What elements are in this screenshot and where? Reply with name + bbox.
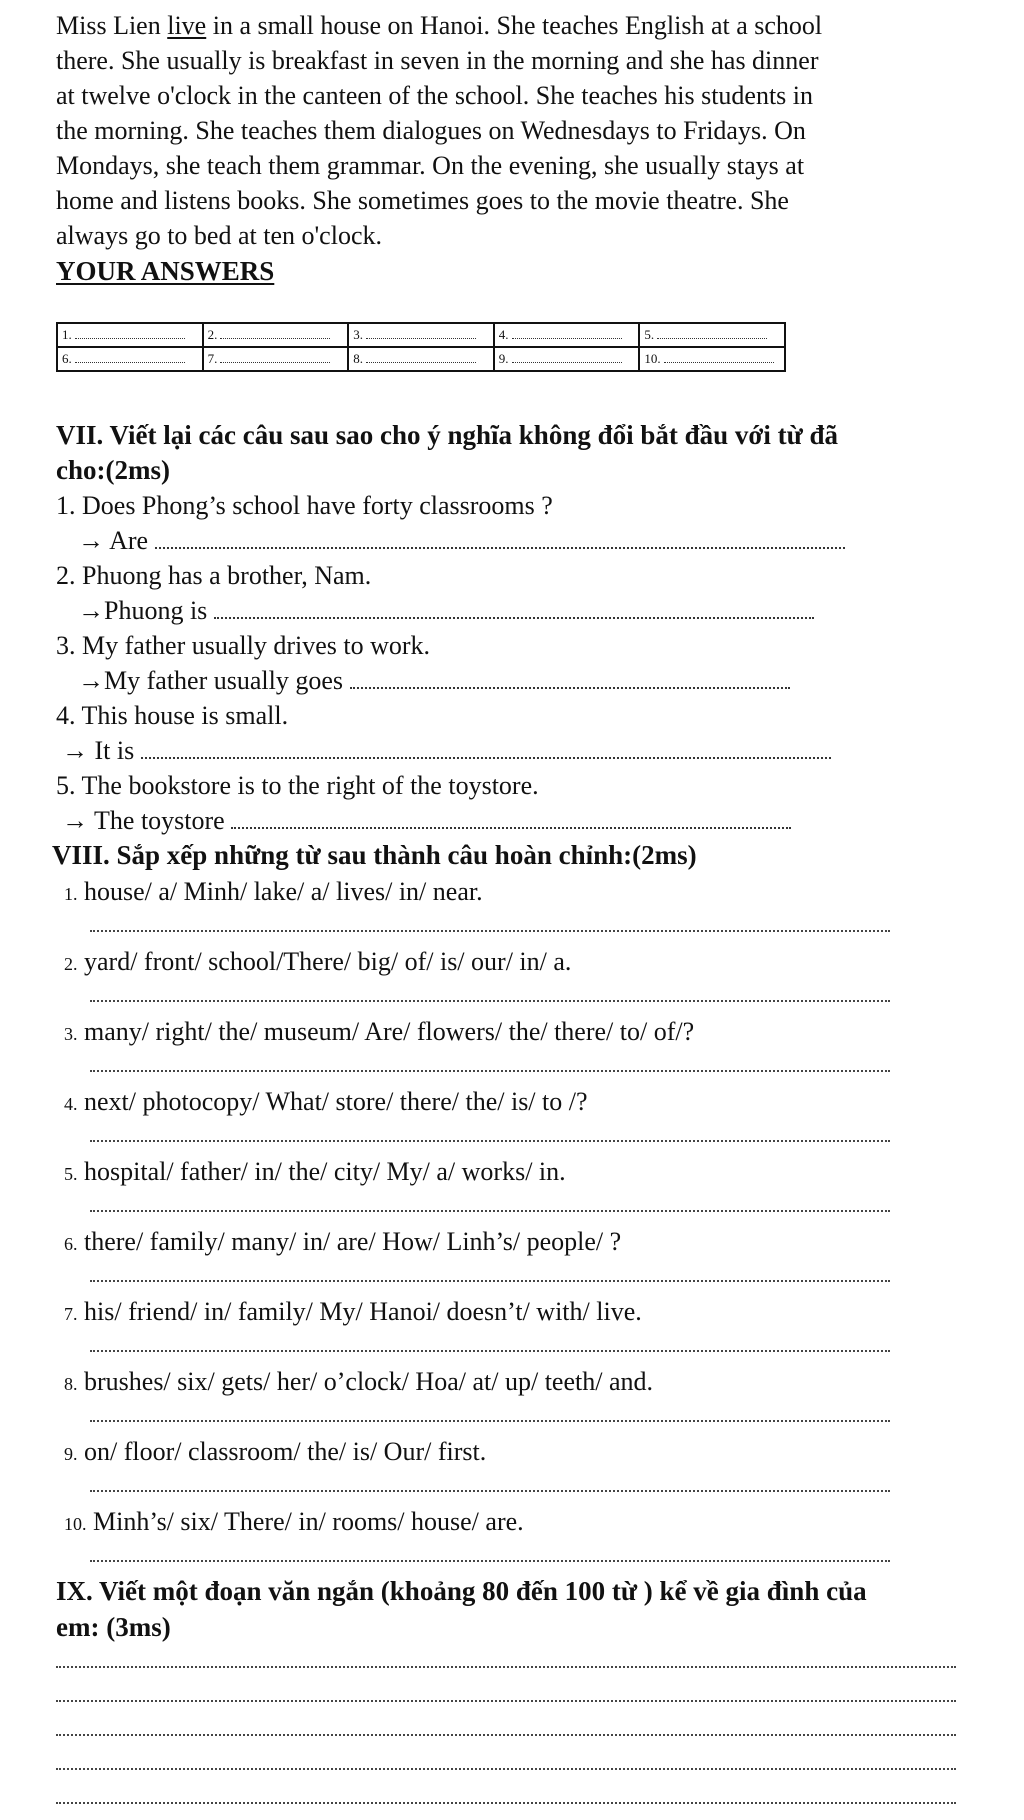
reorder-answer-line-10[interactable] (90, 1560, 890, 1562)
reorder-item-6: 6. there/ family/ many/ in/ are/ How/ Linh’s/ people/ ? (64, 1227, 622, 1256)
rewrite-question-1: 1. Does Phong’s school have forty classrooms ? (56, 491, 553, 520)
rewrite-question-4: 4. This house is small. (56, 701, 289, 730)
reorder-item-9: 9. on/ floor/ classroom/ the/ is/ Our/ first. (64, 1437, 487, 1466)
reorder-answer-line-2[interactable] (90, 1000, 890, 1002)
rewrite-answer-3[interactable]: →My father usually goes (78, 663, 790, 698)
answer-cell[interactable]: 2. (203, 323, 349, 347)
reorder-item-7: 7. his/ friend/ in/ family/ My/ Hanoi/ doesn’t/ with/ live. (64, 1297, 642, 1326)
answer-row-1 (57, 323, 785, 347)
answer-cell[interactable]: 1. (57, 323, 203, 347)
section-7-title-line-2: cho:(2ms) (56, 455, 170, 485)
rewrite-answer-4[interactable]: → It is (62, 733, 831, 768)
reorder-answer-line-6[interactable] (90, 1280, 890, 1282)
passage-line-4: the morning. She teaches them dialogues on Wednesdays to Fridays. On (56, 116, 806, 145)
passage-line-7: always go to bed at ten o'clock. (56, 221, 382, 250)
paragraph-writing-line-4[interactable] (56, 1768, 956, 1770)
answer-cell[interactable]: 10. (639, 347, 785, 371)
answers-heading: YOUR ANSWERS (56, 256, 275, 286)
reorder-answer-line-4[interactable] (90, 1140, 890, 1142)
rewrite-answer-5[interactable]: → The toystore (62, 803, 791, 838)
reorder-answer-line-8[interactable] (90, 1420, 890, 1422)
reorder-answer-line-3[interactable] (90, 1070, 890, 1072)
reorder-answer-line-9[interactable] (90, 1490, 890, 1492)
rewrite-question-2: 2. Phuong has a brother, Nam. (56, 561, 372, 590)
answer-cell[interactable]: 3. (348, 323, 494, 347)
answer-cell[interactable]: 8. (348, 347, 494, 371)
paragraph-writing-line-1[interactable] (56, 1666, 956, 1668)
passage-line-1: Miss Lien live in a small house on Hanoi. She teaches English at a school (56, 11, 823, 40)
underlined-error-word: live (167, 11, 207, 40)
reorder-item-2: 2. yard/ front/ school/There/ big/ of/ is/ our/ in/ a. (64, 947, 572, 976)
reorder-answer-line-1[interactable] (90, 930, 890, 932)
passage-line-5: Mondays, she teach them grammar. On the evening, she usually stays at (56, 151, 805, 180)
passage-line-2: there. She usually is breakfast in seven in the morning and she has dinner (56, 46, 819, 75)
rewrite-answer-1[interactable]: → Are (78, 523, 845, 558)
rewrite-answer-2[interactable]: →Phuong is (78, 593, 814, 628)
answer-row-2 (57, 347, 785, 371)
answer-table (56, 322, 786, 372)
reorder-answer-line-5[interactable] (90, 1210, 890, 1212)
rewrite-question-3: 3. My father usually drives to work. (56, 631, 431, 660)
answer-cell[interactable]: 5. (639, 323, 785, 347)
reorder-item-1: 1. house/ a/ Minh/ lake/ a/ lives/ in/ near. (64, 877, 483, 906)
passage-line-3: at twelve o'clock in the canteen of the school. She teaches his students in (56, 81, 814, 110)
reorder-item-4: 4. next/ photocopy/ What/ store/ there/ the/ is/ to /? (64, 1087, 588, 1116)
reorder-item-8: 8. brushes/ six/ gets/ her/ o’clock/ Hoa/ at/ up/ teeth/ and. (64, 1367, 653, 1396)
answer-cell[interactable]: 6. (57, 347, 203, 371)
reorder-item-3: 3. many/ right/ the/ museum/ Are/ flowers/ the/ there/ to/ of/? (64, 1017, 695, 1046)
section-8-title: VIII. Sắp xếp những từ sau thành câu hoàn chỉnh:(2ms) (52, 840, 697, 870)
paragraph-writing-line-2[interactable] (56, 1700, 956, 1702)
passage-line-6: home and listens books. She sometimes goes to the movie theatre. She (56, 186, 789, 215)
paragraph-writing-line-3[interactable] (56, 1734, 956, 1736)
reorder-item-10: 10. Minh’s/ six/ There/ in/ rooms/ house/ are. (64, 1507, 524, 1536)
section-9-title-line-2: em: (3ms) (56, 1612, 171, 1642)
reorder-answer-line-7[interactable] (90, 1350, 890, 1352)
section-9-title-line-1: IX. Viết một đoạn văn ngắn (khoảng 80 đến 100 từ ) kể về gia đình của (56, 1576, 867, 1606)
answer-cell[interactable]: 7. (203, 347, 349, 371)
reorder-item-5: 5. hospital/ father/ in/ the/ city/ My/ a/ works/ in. (64, 1157, 566, 1186)
answer-cell[interactable]: 9. (494, 347, 640, 371)
section-7-title-line-1: VII. Viết lại các câu sau sao cho ý nghĩa không đổi bắt đầu với từ đã (56, 420, 839, 450)
answer-cell[interactable]: 4. (494, 323, 640, 347)
paragraph-writing-line-5[interactable] (56, 1802, 956, 1804)
rewrite-question-5: 5. The bookstore is to the right of the toystore. (56, 771, 539, 800)
